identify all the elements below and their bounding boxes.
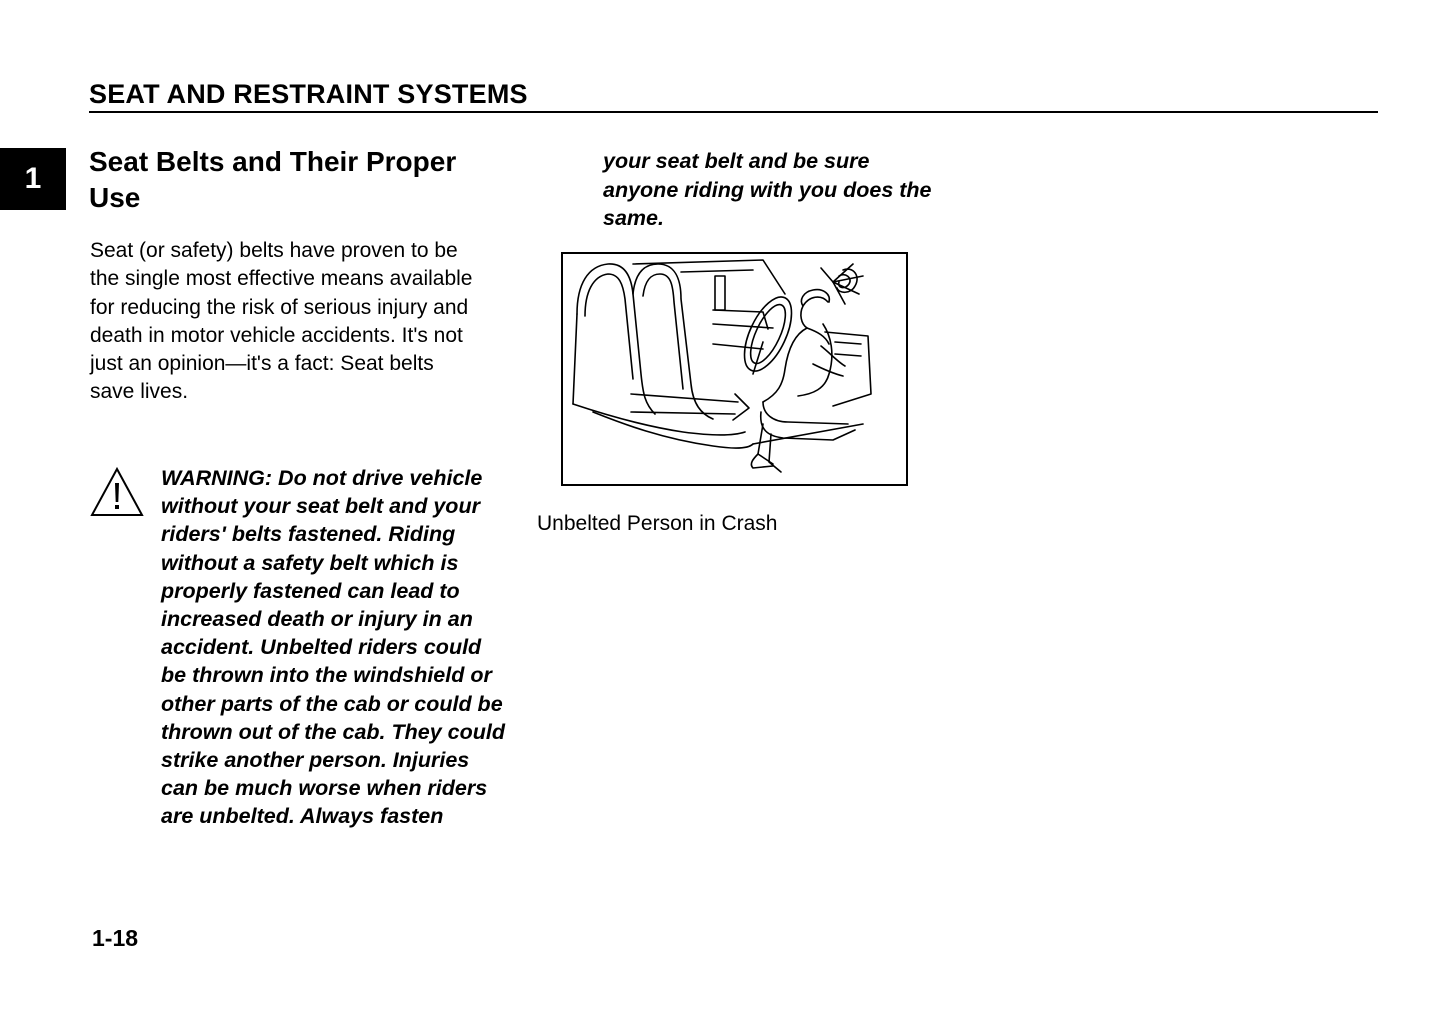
chapter-tab [0, 148, 66, 210]
section-title: Seat Belts and Their Proper Use [89, 146, 457, 213]
chapter-number: 1 [24, 162, 42, 195]
header-rule [89, 111, 1378, 113]
unbelted-crash-illustration [561, 252, 908, 486]
warning-text-continued: your seat belt and be sure anyone riding with you does the same. [603, 149, 932, 230]
body-paragraph: Seat (or safety) belts have proven to be the single most effective means available for reducing the risk of serious injury and death in motor vehicle accidents. It's not just an opinion—it's a fact: Seat belts save lives. [90, 239, 473, 404]
page-number: 1-18 [92, 925, 139, 951]
figure-caption: Unbelted Person in Crash [537, 512, 778, 535]
section-header: SEAT AND RESTRAINT SYSTEMS [89, 79, 528, 109]
warning-text: WARNING: Do not drive vehicle without your seat belt and your riders' belts fastened. Riding without a safety belt which is properly fastened can lead to increased death or injury in an accident. Unbelted riders could be thrown into the windshield or other parts of the cab or could be thrown out of the cab. They could strike another person. Injuries can be much worse when riders are unbelted. Always fasten [161, 466, 505, 829]
warning-triangle-icon [90, 466, 144, 518]
